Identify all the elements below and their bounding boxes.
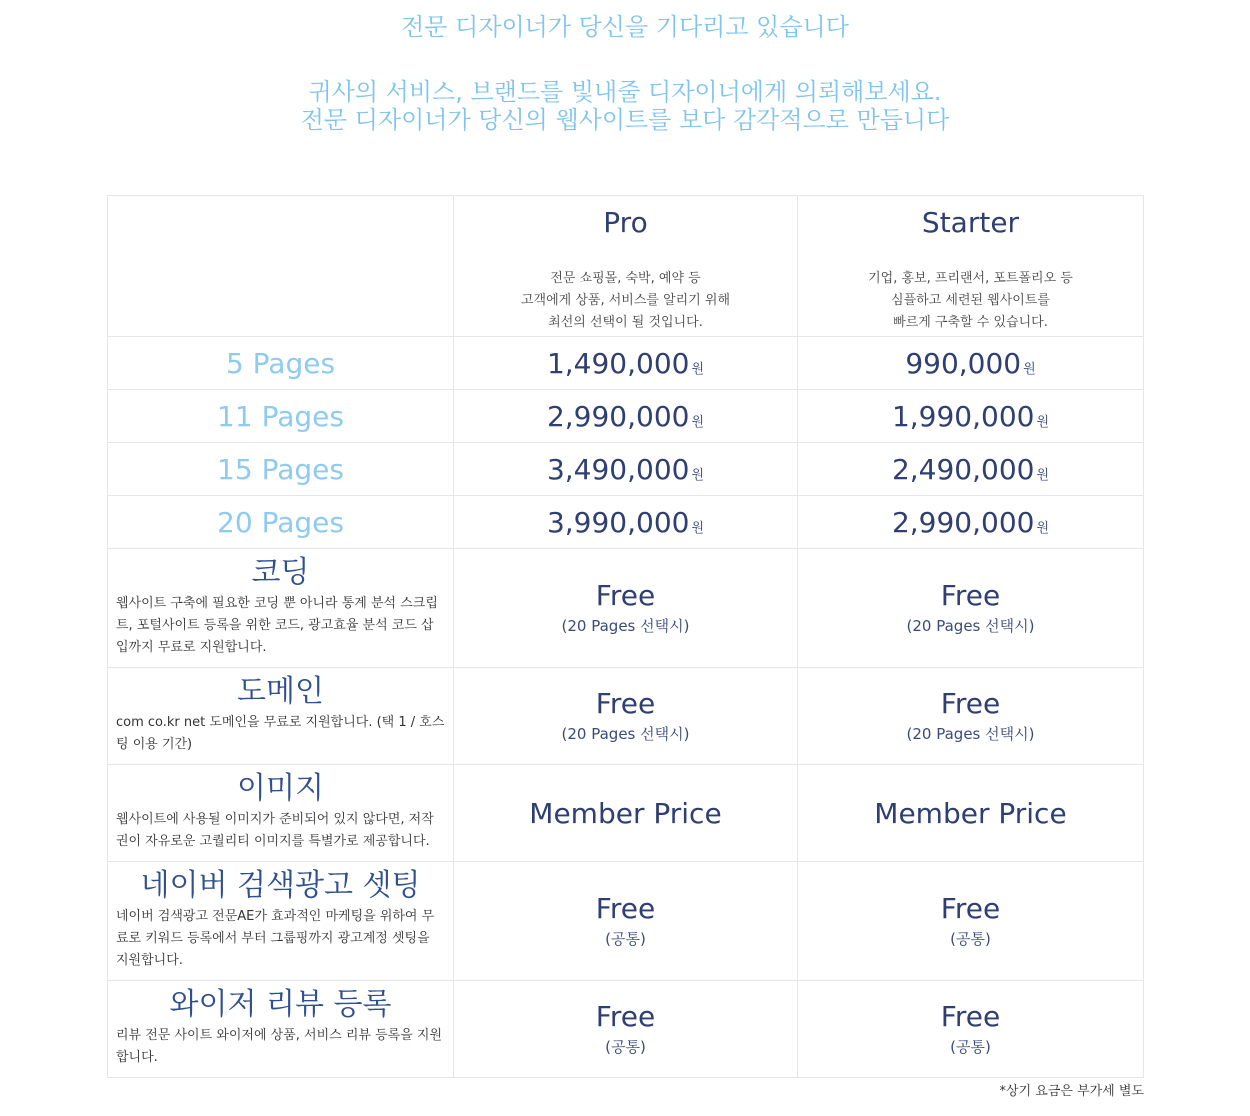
feature-title: 이미지 xyxy=(237,771,324,806)
feature-value-starter xyxy=(798,765,1144,862)
feature-info xyxy=(108,668,454,765)
feature-value-main: Free xyxy=(595,1000,656,1033)
plan-pro-desc-line: 고객에게 상품, 서비스를 알리기 위해 xyxy=(520,293,731,308)
plan-pro-desc-line: 최선의 선택이 될 것입니다. xyxy=(548,315,703,330)
plan-starter-header xyxy=(798,196,1144,337)
feature-desc: 웹사이트에 사용될 이미지가 준비되어 있지 않다면, 저작권이 자유로운 고퀄리티 이미지를 특별가로 제공합니다. xyxy=(116,812,434,849)
plan-pro-desc-line: 전문 쇼핑몰, 숙박, 예약 등 xyxy=(550,271,701,286)
feature-info xyxy=(108,549,454,668)
plan-header-row xyxy=(108,196,1144,337)
feature-value-main: Member Price xyxy=(529,796,722,830)
feature-desc: 리뷰 전문 사이트 와이저에 상품, 서비스 리뷰 등록을 지원합니다. xyxy=(116,1028,443,1065)
feature-info xyxy=(108,862,454,981)
feature-value-starter xyxy=(798,981,1144,1078)
feature-title: 와이저 리뷰 등록 xyxy=(169,987,392,1022)
pages-label: 11 Pages xyxy=(108,390,454,443)
price-starter xyxy=(798,496,1144,549)
price-pro-amount: 2,990,000 xyxy=(546,399,690,433)
feature-value-note: (20 Pages 선택시) xyxy=(561,725,690,743)
currency-unit: 원 xyxy=(1023,361,1036,377)
feature-value-note: (공통) xyxy=(950,930,991,948)
feature-desc: 네이버 검색광고 전문AE가 효과적인 마케팅을 위하여 무료로 키워드 등록에서 부터 그룹핑까지 광고계정 셋팅을 지원합니다. xyxy=(116,909,435,968)
feature-value-main: Free xyxy=(940,1000,1001,1033)
currency-unit: 원 xyxy=(1036,414,1050,430)
hero-title: 전문 디자이너가 당신을 기다리고 있습니다 xyxy=(401,13,849,41)
price-starter xyxy=(798,443,1144,496)
currency-unit: 원 xyxy=(691,467,705,483)
feature-title: 코딩 xyxy=(251,555,310,590)
feature-value-pro xyxy=(454,862,798,981)
feature-value-starter xyxy=(798,668,1144,765)
price-starter xyxy=(798,337,1144,390)
feature-value-main: Free xyxy=(940,579,1001,612)
price-pro-amount: 3,990,000 xyxy=(546,505,690,539)
plan-starter-desc xyxy=(798,268,1143,334)
feature-value-main: Free xyxy=(595,892,656,925)
feature-value-main: Free xyxy=(940,687,1001,720)
feature-value-note: (공통) xyxy=(950,1038,991,1056)
price-starter xyxy=(798,390,1144,443)
price-pro xyxy=(454,443,798,496)
plan-starter-desc-line: 빠르게 구축할 수 있습니다. xyxy=(893,315,1048,330)
feature-value-starter xyxy=(798,862,1144,981)
currency-unit: 원 xyxy=(1036,467,1050,483)
feature-value-pro xyxy=(454,668,798,765)
feature-desc: 웹사이트 구축에 필요한 코딩 뿐 아니라 통계 분석 스크립트, 포털사이트 등록을 위한 코드, 광고효율 분석 코드 삽입까지 무료로 지원합니다. xyxy=(116,596,438,655)
feature-value-note: (20 Pages 선택시) xyxy=(561,617,690,635)
pages-label: 5 Pages xyxy=(108,337,454,390)
pages-label: 15 Pages xyxy=(108,443,454,496)
feature-title: 네이버 검색광고 셋팅 xyxy=(140,868,421,903)
feature-value-main: Free xyxy=(940,892,1001,925)
feature-row xyxy=(108,549,1144,668)
currency-unit: 원 xyxy=(691,414,705,430)
empty-header-cell xyxy=(108,196,454,337)
price-pro-amount: 1,490,000 xyxy=(546,346,690,380)
pricing-table xyxy=(107,195,1144,1078)
price-row xyxy=(108,496,1144,549)
feature-row xyxy=(108,668,1144,765)
price-row xyxy=(108,443,1144,496)
plan-pro-desc xyxy=(454,268,797,334)
plan-starter-name: Starter xyxy=(921,206,1020,239)
feature-value-pro xyxy=(454,765,798,862)
feature-value-pro xyxy=(454,981,798,1078)
feature-value-main: Member Price xyxy=(874,796,1067,830)
price-row xyxy=(108,337,1144,390)
feature-value-note: (20 Pages 선택시) xyxy=(906,617,1035,635)
vat-footnote: *상기 요금은 부가세 별도 xyxy=(999,1084,1144,1099)
feature-value-note: (20 Pages 선택시) xyxy=(906,725,1035,743)
price-pro xyxy=(454,337,798,390)
feature-info xyxy=(108,981,454,1078)
feature-value-main: Free xyxy=(595,579,656,612)
feature-value-note: (공통) xyxy=(605,1038,646,1056)
hero-section xyxy=(0,10,1250,134)
feature-value-starter xyxy=(798,549,1144,668)
feature-row xyxy=(108,765,1144,862)
feature-info xyxy=(108,765,454,862)
feature-value-note: (공통) xyxy=(605,930,646,948)
plan-starter-desc-line: 기업, 홍보, 프리랜서, 포트폴리오 등 xyxy=(868,271,1073,286)
feature-value-main: Free xyxy=(595,687,656,720)
feature-desc: com co.kr net 도메인을 무료로 지원합니다. (택 1 / 호스팅 이용 기간) xyxy=(116,715,445,752)
plan-pro-name: Pro xyxy=(603,206,648,239)
currency-unit: 원 xyxy=(691,520,705,536)
hero-line-2: 전문 디자이너가 당신의 웹사이트를 보다 감각적으로 만듭니다 xyxy=(300,106,950,134)
feature-title: 도메인 xyxy=(237,674,324,709)
price-starter-amount: 1,990,000 xyxy=(891,399,1035,433)
price-starter-amount: 990,000 xyxy=(905,346,1022,380)
pages-label: 20 Pages xyxy=(108,496,454,549)
price-row xyxy=(108,390,1144,443)
plan-starter-desc-line: 심플하고 세련된 웹사이트를 xyxy=(891,293,1050,308)
price-pro xyxy=(454,496,798,549)
currency-unit: 원 xyxy=(691,361,705,377)
price-pro-amount: 3,490,000 xyxy=(546,452,690,486)
price-starter-amount: 2,490,000 xyxy=(891,452,1035,486)
feature-value-pro xyxy=(454,549,798,668)
plan-pro-header xyxy=(454,196,798,337)
hero-line-1: 귀사의 서비스, 브랜드를 빛내줄 디자이너에게 의뢰해보세요. xyxy=(308,78,942,106)
feature-row xyxy=(108,862,1144,981)
price-starter-amount: 2,990,000 xyxy=(891,505,1035,539)
feature-row xyxy=(108,981,1144,1078)
price-pro xyxy=(454,390,798,443)
currency-unit: 원 xyxy=(1036,520,1050,536)
